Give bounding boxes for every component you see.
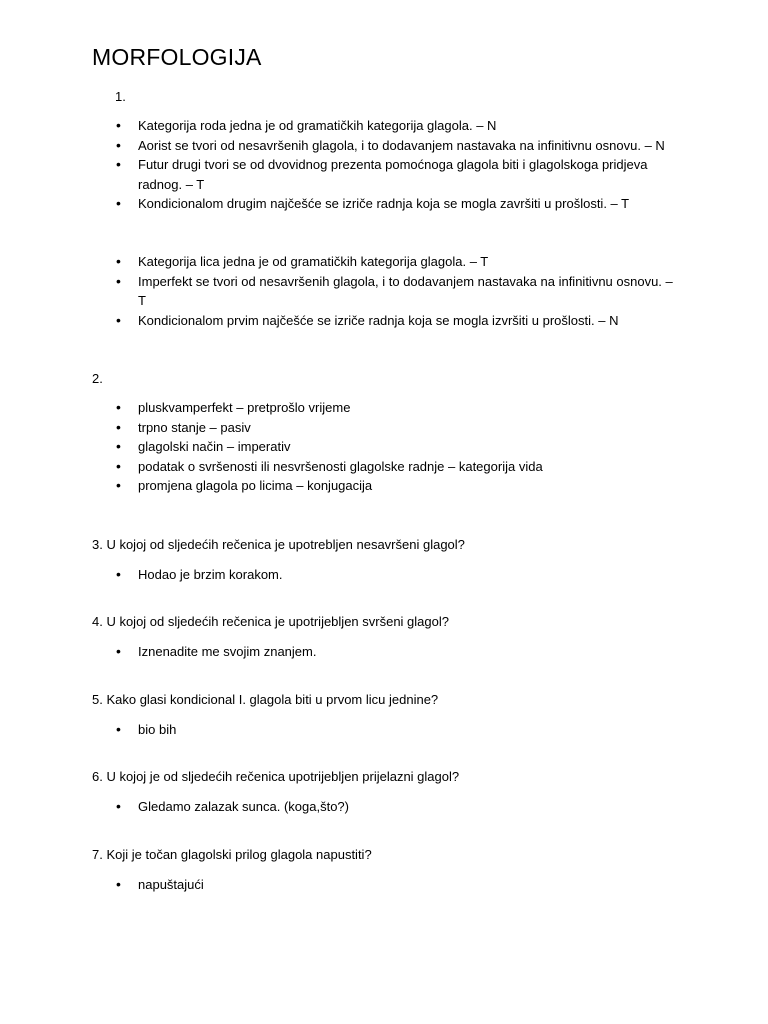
list-item: • Kondicionalom drugim najčešće se izriče radnja koja se mogla završiti u prošlosti. – T [138,194,678,214]
list-item: • glagolski način – imperativ [138,437,678,457]
question-7: 7. Koji je točan glagolski prilog glagola napustiti? [92,847,372,862]
question-4: 4. U kojoj od sljedećih rečenica je upotrijebljen svršeni glagol? [92,614,449,629]
question-6: 6. U kojoj je od sljedećih rečenica upotrijebljen prijelazni glagol? [92,769,460,784]
page-title: MORFOLOGIJA [92,44,262,70]
list-item: • promjena glagola po licima – konjugacija [138,476,678,496]
list-item: • Kategorija lica jedna je od gramatičkih kategorija glagola. – T [138,252,678,272]
question-3: 3. U kojoj od sljedećih rečenica je upotrebljen nesavršeni glagol? [92,537,465,552]
section-1-list-a [138,116,678,214]
question-7-answer [138,875,678,895]
list-item: • podatak o svršenosti ili nesvršenosti glagolske radnje – kategorija vida [138,457,678,477]
list-item: • Imperfekt se tvori od nesavršenih glagola, i to dodavanjem nastavaka na infinitivnu osnovu. – T [138,272,678,311]
question-5: 5. Kako glasi kondicional I. glagola biti u prvom licu jednine? [92,692,439,707]
section-1-list-b [138,252,678,330]
list-item: • Gledamo zalazak sunca. (koga,što?) [138,797,678,817]
list-item: • Aorist se tvori od nesavršenih glagola, i to dodavanjem nastavaka na infinitivnu osnovu. – N [138,136,678,156]
question-5-answer [138,720,678,740]
question-3-answer [138,565,678,585]
list-item: • pluskvamperfekt – pretprošlo vrijeme [138,398,678,418]
section-2-list [138,398,678,496]
list-item: • bio bih [138,720,678,740]
list-item: • Iznenadite me svojim znanjem. [138,642,678,662]
question-6-answer [138,797,678,817]
list-item: • Kategorija roda jedna je od gramatičkih kategorija glagola. – N [138,116,678,136]
section-1-number: 1. [115,89,126,104]
list-item: • Hodao je brzim korakom. [138,565,678,585]
list-item: • trpno stanje – pasiv [138,418,678,438]
list-item: • napuštajući [138,875,678,895]
list-item: • Kondicionalom prvim najčešće se izriče radnja koja se mogla izvršiti u prošlosti. – N [138,311,678,331]
section-2-number: 2. [92,371,103,386]
question-4-answer [138,642,678,662]
list-item: • Futur drugi tvori se od dvovidnog prezenta pomoćnoga glagola biti i glagolskoga pridjeva radnog. – T [138,155,678,194]
